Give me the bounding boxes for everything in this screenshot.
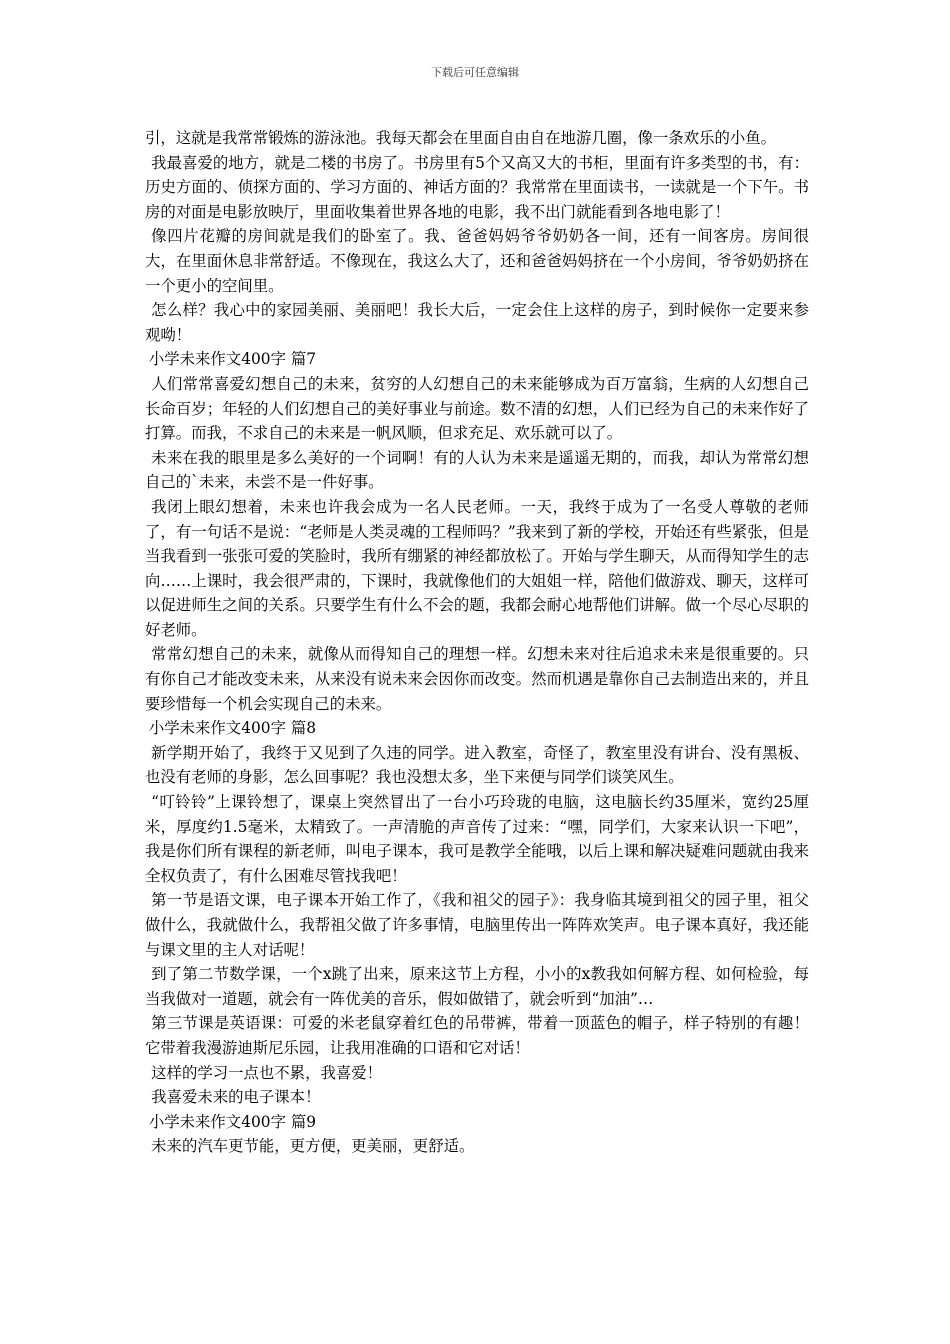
paragraph: 常常幻想自己的未来，就像从而得知自己的理想一样。幻想未来对往后追求未来是很重要的。只有你自己才能改变未来，从来没有说未来会因你而改变。然而机遇是靠你自己去制造出来的，并且要珍惜每一个机会实现自己的未来。	[145, 645, 809, 713]
section-heading: 小学未来作文400字 篇8	[148, 719, 317, 738]
section-heading: 小学未来作文400字 篇9	[148, 1112, 317, 1131]
paragraph: 未来的汽车更节能，更方便，更美丽，更舒适。	[151, 1137, 475, 1156]
paragraph: 未来在我的眼里是多么美好的一个词啊！有的人认为未来是遥遥无期的，而我，却认为常常幻想自己的`未来，未尝不是一件好事。	[145, 448, 809, 492]
paragraph: “叮铃铃”上课铃想了，课桌上突然冒出了一台小巧玲珑的电脑，这电脑长约35厘米，宽约25厘米，厚度约1.5毫米，太精致了。一声清脆的声音传了过来：“嘿，同学们，大家来认识一下吧”，我是你们所有课程的新老师，叫电子课本，我可是教学全能哦，以后上课和解决疑难问题就由我来全权负责了，有什么困难尽管找我吧！	[145, 793, 809, 885]
page-header: 下载后可任意编辑	[431, 66, 519, 79]
paragraph: 第一节是语文课，电子课本开始工作了，《我和祖父的园子》：我身临其境到祖父的园子里，祖父做什么，我就做什么，我帮祖父做了许多事情，电脑里传出一阵阵欢笑声。电子课本真好，我还能与课文里的主人对话呢！	[145, 891, 809, 959]
paragraph: 到了第二节数学课，一个x跳了出来，原来这节上方程，小小的x教我如何解方程、如何检验，每当我做对一道题，就会有一阵优美的音乐，假如做错了，就会听到“加油”…	[145, 965, 809, 1008]
paragraph: 像四片花瓣的房间就是我们的卧室了。我、爸爸妈妈爷爷奶奶各一间，还有一间客房。房间很大，在里面休息非常舒适。不像现在，我这么大了，还和爸爸妈妈挤在一个小房间，爷爷奶奶挤在一个更小的空间里。	[145, 227, 809, 295]
document-body	[145, 126, 809, 1159]
paragraph: 人们常常喜爱幻想自己的未来，贫穷的人幻想自己的未来能够成为百万富翁，生病的人幻想自己长命百岁；年轻的人们幻想自己的美好事业与前途。数不清的幻想，人们已经为自己的未来作好了打算。而我，不求自己的未来是一帆风顺，但求充足、欢乐就可以了。	[145, 374, 809, 443]
section-heading: 小学未来作文400字 篇7	[148, 350, 317, 369]
paragraph: 这样的学习一点也不累，我喜爱！	[151, 1063, 383, 1082]
paragraph: 我最喜爱的地方，就是二楼的书房了。书房里有5个又高又大的书柜，里面有许多类型的书，有：历史方面的、侦探方面的、学习方面的、神话方面的？我常常在里面读书，一读就是一个下午。书房的对面是电影放映厅，里面收集着世界各地的电影，我不出门就能看到各地电影了！	[145, 153, 809, 221]
paragraph: 怎么样？我心中的家园美丽、美丽吧！我长大后，一定会住上这样的房子，到时候你一定要来参观呦！	[145, 301, 809, 344]
paragraph: 我闭上眼幻想着，未来也许我会成为一名人民老师。一天，我终于成为了一名受人尊敬的老师了，有一句话不是说：“老师是人类灵魂的工程师吗？”我来到了新的学校，开始还有些紧张，但是当我看到一张张可爱的笑脸时，我所有绷紧的神经都放松了。开始与学生聊天，从而得知学生的志向……上课时，我会很严肃的，下课时，我就像他们的大姐姐一样，陪他们做游戏、聊天，这样可以促进师生之间的关系。只要学生有什么不会的题，我都会耐心地帮他们讲解。做一个尽心尽职的好老师。	[145, 497, 809, 639]
paragraph: 新学期开始了，我终于又见到了久违的同学。进入教室，奇怪了，教室里没有讲台、没有黑板、也没有老师的身影，怎么回事呢？我也没想太多，坐下来便与同学们谈笑风生。	[145, 743, 809, 787]
paragraph: 第三节课是英语课：可爱的米老鼠穿着红色的吊带裤，带着一顶蓝色的帽子，样子特别的有趣！它带着我漫游迪斯尼乐园，让我用准确的口语和它对话！	[145, 1014, 809, 1057]
paragraph: 引，这就是我常常锻炼的游泳池。我每天都会在里面自由自在地游几圈，像一条欢乐的小鱼。	[145, 129, 777, 147]
paragraph: 我喜爱未来的电子课本！	[151, 1088, 321, 1107]
